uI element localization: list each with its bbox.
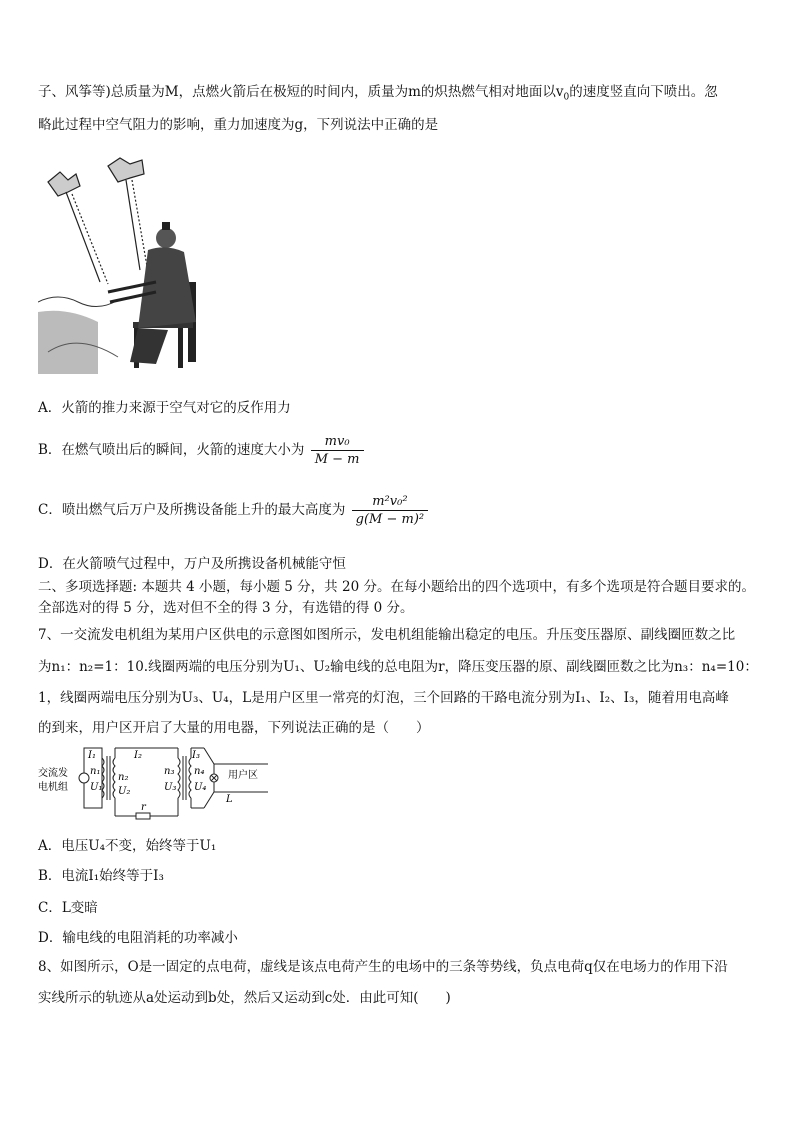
label-lamp: L [226,794,233,805]
q7-option-a: A．电压U₄不变，始终等于U₁ [38,838,217,854]
label-i2: I₂ [134,750,142,761]
q7-option-d: D．输电线的电阻消耗的功率减小 [38,930,238,946]
q7-stem-line-3: 1，线圈两端电压分别为U₃、U₄，L是用户区里一常亮的灯泡，三个回路的干路电流分别为I₁、I₂、I₃，随着用电高峰 [38,690,729,706]
q8-stem-line-2: 实线所示的轨迹从a处运动到b处，然后又运动到c处．由此可知( ) [38,990,451,1006]
q7-stem-line-1: 7、一交流发电机组为某用户区供电的示意图如图所示，发电机组能输出稳定的电压。升压变压器原、副线圈匝数之比 [38,627,736,643]
generator-label-1: 交流发 [38,768,68,779]
label-r: r [141,802,146,813]
q7-stem-line-4: 的到来，用户区开启了大量的用电器，下列说法正确的是（ ） [38,720,430,736]
label-u4: U₄ [194,782,207,793]
q7-option-c: C．L变暗 [38,900,98,916]
q6-option-a: A．火箭的推力来源于空气对它的反作用力 [38,400,291,416]
generator-label-2: 电机组 [38,782,68,793]
label-user-area: 用户区 [228,770,258,781]
section2-instruction-2: 全部选对的得 5 分，选对但不全的得 3 分，有选错的得 0 分。 [38,600,414,616]
q6-option-c: C．喷出燃气后万户及所携设备能上升的最大高度为 $\frac{\text{m²v₀²}}{\text{g(M − m)²}}$ [38,494,430,527]
q7-stem-line-2: 为n₁：n₂=1：10.线圈两端的电压分别为U₁、U₂输电线的总电阻为r，降压变压器的原、副线圈匝数之比为n₃：n₄=10： [38,659,758,675]
label-i3: I₃ [192,750,200,761]
label-u1: U₁ [90,782,103,793]
q6-stem-line-2: 略此过程中空气阻力的影响，重力加速度为g，下列说法中正确的是 [38,117,439,133]
wanhu-illustration [38,152,218,374]
q7-option-b: B．电流I₁始终等于I₃ [38,868,164,884]
label-n4: n₄ [194,766,205,777]
label-n3: n₃ [164,766,175,777]
q6-option-b: B．在燃气喷出后的瞬间，火箭的速度大小为 $\frac{\text{mv₀}}{M - m}$ [38,434,366,467]
q8-stem-line-1: 8、如图所示，O是一固定的点电荷，虚线是该点电荷产生的电场中的三条等势线，负点电荷q仅在电场力的作用下沿 [38,959,728,975]
q6-stem-line-1: 子、风筝等)总质量为M，点燃火箭后在极短的时间内，质量为m的炽热燃气相对地面以$v_0$的速度竖直向下喷出。忽 [38,84,718,103]
label-n1: n₁ [90,766,101,777]
label-n2: n₂ [118,772,129,783]
q6-option-d: D．在火箭喷气过程中，万户及所携设备机械能守恒 [38,556,346,572]
label-i1: I₁ [88,750,96,761]
section2-instruction-1: 二、多项选择题: 本题共 4 小题，每小题 5 分，共 20 分。在每小题给出的四个选项中，有多个选项是符合题目要求的。 [38,579,755,595]
q6-option-b-fraction: $\frac{\text{mv₀}}{M - m}$ [311,434,364,467]
label-u2: U₂ [118,786,131,797]
q6-option-c-fraction: $\frac{\text{m²v₀²}}{\text{g(M − m)²}}$ [352,494,428,527]
power-transmission-circuit [38,744,270,824]
label-u3: U₃ [164,782,177,793]
